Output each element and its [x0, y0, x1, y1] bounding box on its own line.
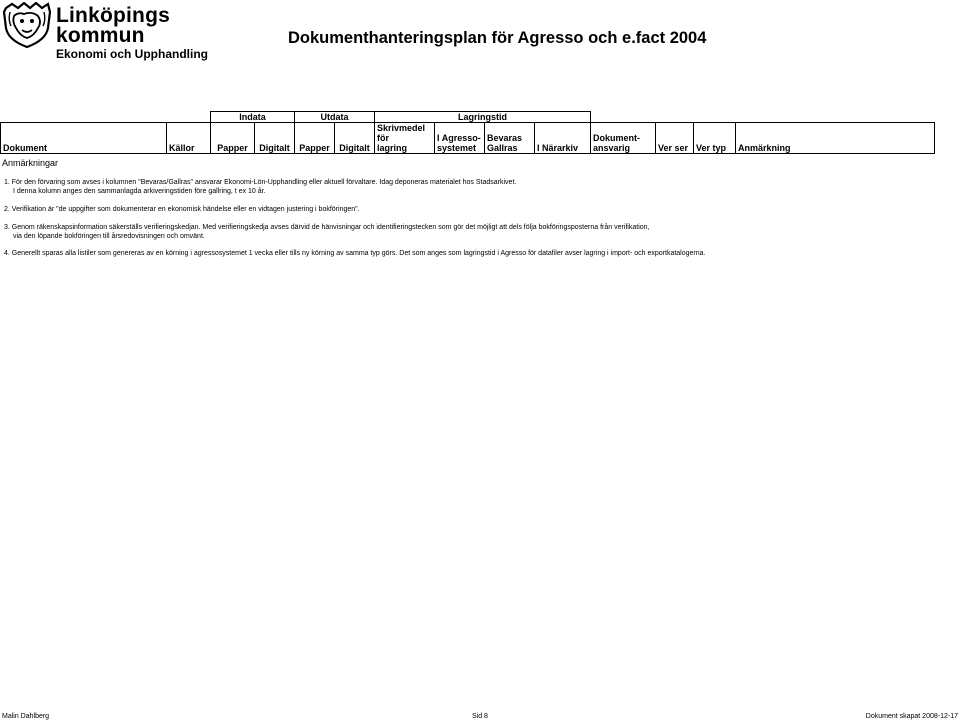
col-bevaras-line1: Bevaras — [487, 133, 523, 143]
footer-page-number: Sid 8 — [472, 713, 488, 720]
empty-cell — [736, 112, 935, 123]
remark-note-4: 4. Generellt sparas alla listiler som genereras av en körning i agressosystemet 1 vecka eller tills ny körning av samma typ görs. Det som anges som lagringstid i Agresso för datafiler avser lagring i import- och exportkatalogerna. — [4, 250, 706, 257]
org-name-line1: Linköpings — [56, 4, 170, 27]
empty-cell — [167, 112, 211, 123]
remark-note-3-line2: via den löpande bokföringen till årsredovisningen och omvänt. — [13, 233, 205, 240]
col-kallor: Källor — [167, 123, 211, 154]
remark-note-2: 2. Verifikation är "de uppgifter som dokumenterar en ekonomisk händelse eller en vidtagen justering i bokföringen". — [4, 206, 360, 213]
remark-note-1-line2: I denna kolumn anges den sammanlagda arkiveringstiden före gallring, t ex 10 år. — [13, 188, 266, 195]
col-nararkiv: I Närarkiv — [535, 123, 591, 154]
col-anmarkning: Anmärkning — [736, 123, 935, 154]
col-dokansvarig-line1: Dokument- — [593, 133, 641, 143]
col-dokument: Dokument — [1, 123, 167, 154]
footer-author: Malin Dahlberg — [2, 713, 50, 720]
col-skrivmedel-line2: lagring — [377, 143, 408, 153]
lion-crest-icon — [2, 2, 52, 48]
document-title: Dokumenthanteringsplan för Agresso och e.fact 2004 — [288, 29, 707, 47]
col-skrivmedel-line1: Skrivmedel för — [377, 123, 426, 143]
remarks-heading: Anmärkningar — [2, 158, 59, 168]
org-name-line2: kommun — [56, 24, 145, 47]
col-dokansvarig-line2: ansvarig — [593, 143, 631, 153]
empty-cell — [694, 112, 736, 123]
department-name: Ekonomi och Upphandling — [56, 47, 208, 61]
col-agresso — [435, 123, 485, 154]
col-agresso-line2: systemet — [437, 143, 477, 153]
col-indata-papper: Papper — [211, 123, 255, 154]
remark-note-1-line1: 1. För den förvaring som avses i kolumnen "Bevaras/Gallras" ansvarar Ekonomi-Lön-Upphandling eller aktuell förvaltare. Idag deponeras materialet hos Stadsarkivet. — [4, 179, 517, 186]
empty-cell — [1, 112, 167, 123]
col-ver-typ: Ver typ — [694, 123, 736, 154]
col-bevaras-line2: Gallras — [487, 143, 518, 153]
col-bevaras-gallras — [485, 123, 535, 154]
col-indata-digitalt: Digitalt — [255, 123, 295, 154]
col-skrivmedel — [375, 123, 435, 154]
col-agresso-line1: I Agresso- — [437, 133, 481, 143]
org-name — [56, 6, 170, 46]
group-indata: Indata — [211, 112, 295, 123]
remark-note-3-line1: 3. Genom räkenskapsinformation säkerställs verifieringskedjan. Med verifieringskedja avses därvid de hänvisningar och identifieringstecken som gör det möjligt att dels följa bokföringsposterna från verifikation, — [4, 224, 650, 231]
linkoping-lion-logo — [2, 2, 52, 48]
footer-created-date: Dokument skapat 2008-12-17 — [865, 713, 958, 720]
group-lagringstid: Lagringstid — [375, 112, 591, 123]
empty-cell — [591, 112, 656, 123]
col-ver-ser: Ver ser — [656, 123, 694, 154]
col-utdata-papper: Papper — [295, 123, 335, 154]
remark-note-1 — [4, 178, 516, 196]
group-utdata: Utdata — [295, 112, 375, 123]
remark-note-3 — [4, 223, 650, 241]
empty-cell — [656, 112, 694, 123]
col-dokumentansvarig — [591, 123, 656, 154]
column-header-table — [0, 111, 935, 154]
col-utdata-digitalt: Digitalt — [335, 123, 375, 154]
